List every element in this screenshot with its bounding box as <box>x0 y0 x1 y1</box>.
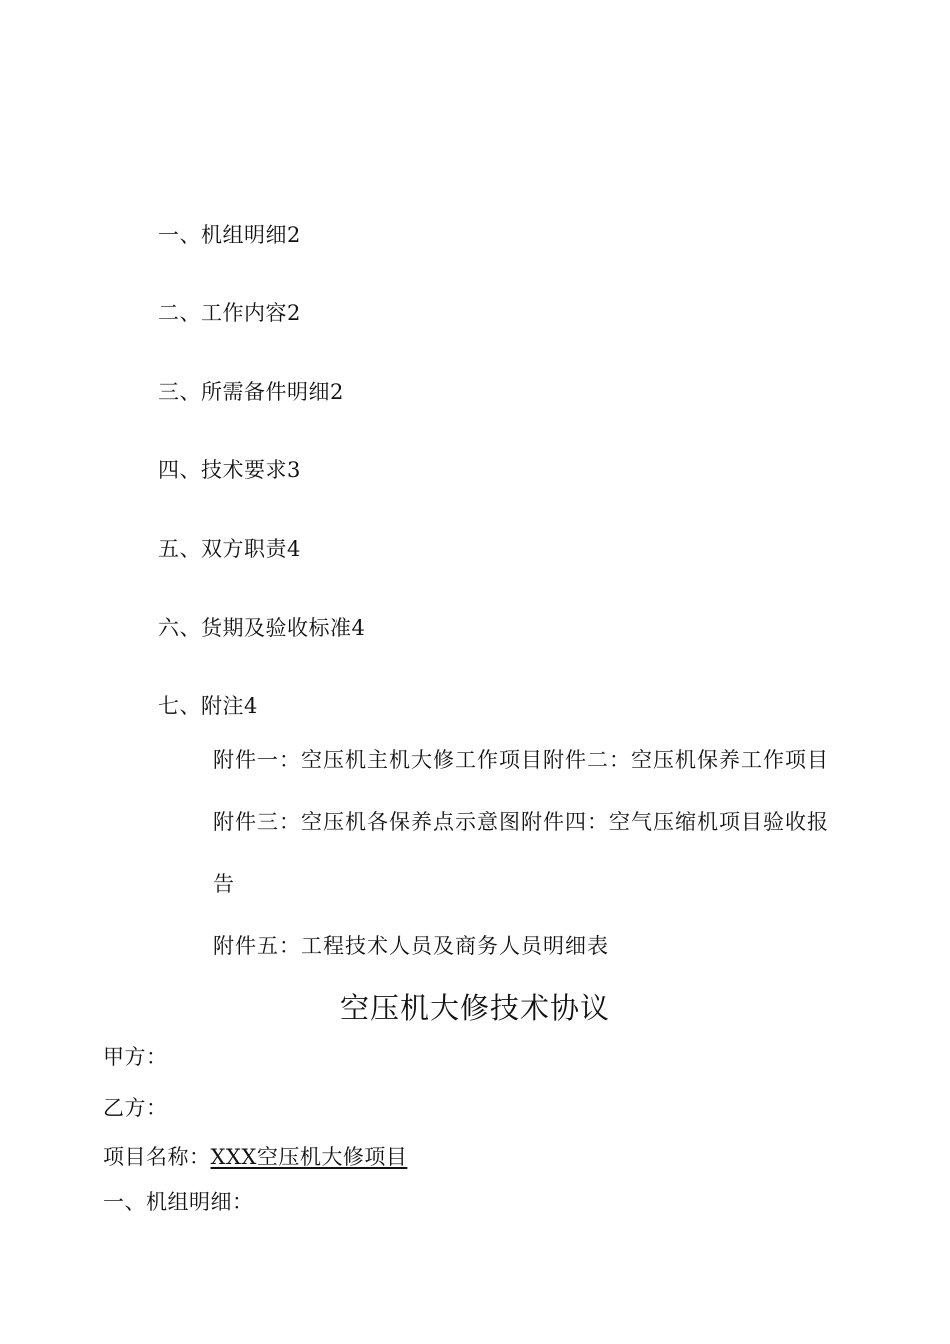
attachment-line: 告 <box>213 872 235 896</box>
toc-item[interactable]: 六、货期及验收标准4 <box>158 616 366 640</box>
attachment-line: 附件五：工程技术人员及商务人员明细表 <box>213 934 609 958</box>
toc-item[interactable]: 一、机组明细2 <box>158 223 301 247</box>
attachment-line: 附件一：空压机主机大修工作项目附件二：空压机保养工作项目 <box>213 748 829 772</box>
project-name-label: 项目名称： <box>103 1145 211 1169</box>
project-name-row <box>103 1143 407 1171</box>
toc-item[interactable]: 四、技术要求3 <box>158 458 301 482</box>
section-heading: 一、机组明细： <box>103 1190 254 1214</box>
toc-item[interactable]: 二、工作内容2 <box>158 301 301 325</box>
project-name-value: XXX空压机大修项目 <box>210 1145 408 1169</box>
toc-item[interactable]: 七、附注4 <box>158 694 258 718</box>
party-a-label: 甲方： <box>103 1045 168 1069</box>
document-title: 空压机大修技术协议 <box>339 991 610 1025</box>
toc-item[interactable]: 三、所需备件明细2 <box>158 380 344 404</box>
toc-item[interactable]: 五、双方职责4 <box>158 537 301 561</box>
attachment-line: 附件三：空压机各保养点示意图附件四：空气压缩机项目验收报 <box>213 810 829 834</box>
party-b-label: 乙方： <box>103 1096 168 1120</box>
